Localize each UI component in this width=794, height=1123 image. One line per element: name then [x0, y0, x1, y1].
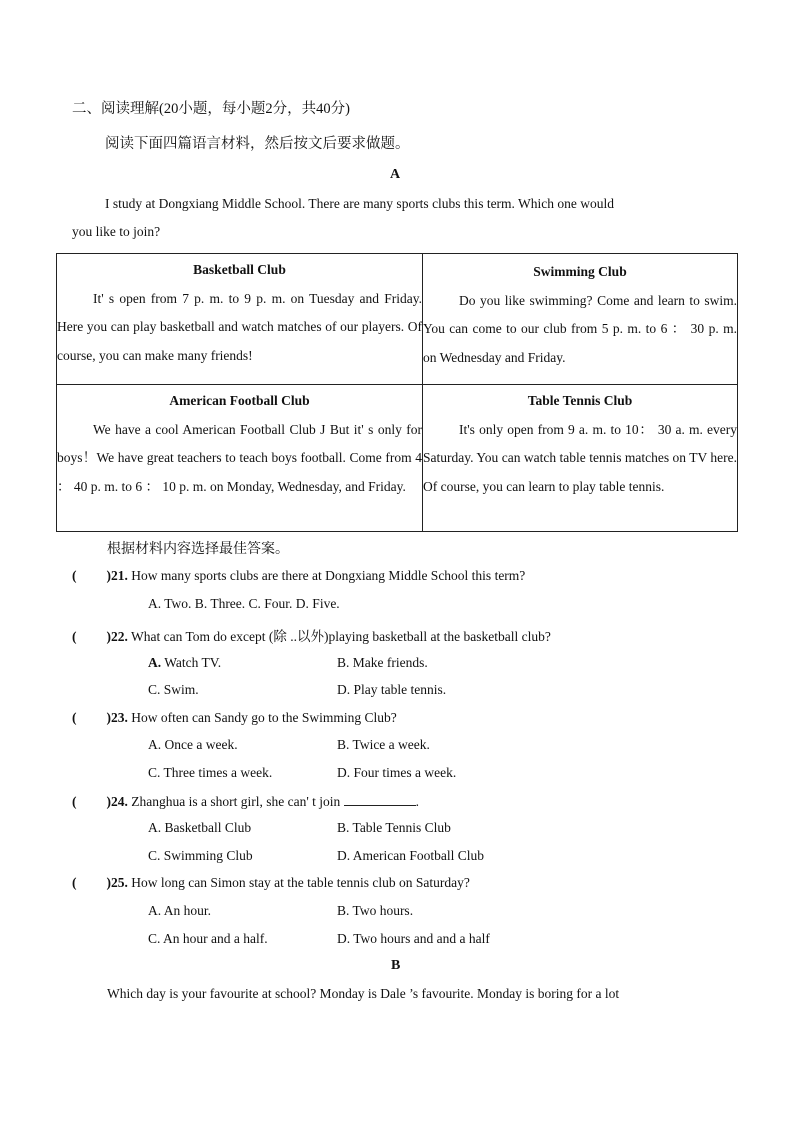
question-23 — [72, 710, 397, 726]
q25-option-a: A. An hour. — [148, 903, 212, 918]
club-cell-table-tennis — [423, 385, 738, 532]
answer-paren-open: ( — [72, 794, 77, 809]
question-text: Zhanghua is a short girl, she can' t join — [131, 794, 341, 809]
answer-paren-close: ) — [106, 710, 111, 725]
passage-b-letter: B — [391, 958, 401, 973]
answer-paren-close: ) — [106, 794, 111, 809]
club-title: Swimming Club — [533, 264, 627, 279]
option-letter: A. — [148, 655, 162, 670]
q21-options: A. Two. B. Three. C. Four. D. Five. — [148, 596, 340, 611]
q23-option-d: D. Four times a week. — [337, 765, 457, 780]
passage-a-task: 根据材料内容选择最佳答案。 — [107, 542, 289, 557]
section-heading: 二、阅读理解(20小题，每小题2分，共40分) — [72, 101, 350, 117]
question-22 — [72, 625, 551, 645]
q23-option-c: C. Three times a week. — [148, 765, 273, 780]
question-text: What can Tom do except (除 ..以外)playing basketball at the basketball club? — [131, 629, 551, 644]
q22-option-a — [148, 655, 221, 671]
q22-option-d: D. Play table tennis. — [337, 682, 447, 697]
club-cell-american-football — [57, 385, 423, 532]
club-body: Do you like swimming? Come and learn to swim. You can come to our club from 5 p. m. to 6 ： 30 p. m. on Wednesday and Friday. — [423, 292, 737, 365]
q24-option-a: A. Basketball Club — [148, 820, 252, 835]
passage-a-intro-line1: I study at Dongxiang Middle School. There are many sports clubs this term. Which one would — [105, 196, 615, 211]
answer-paren-open: ( — [72, 629, 77, 644]
q23-option-b: B. Twice a week. — [337, 737, 430, 752]
q24-option-c: C. Swimming Club — [148, 848, 253, 863]
question-text: How many sports clubs are there at Dongxiang Middle School this term? — [131, 568, 526, 583]
passage-a-letter: A — [390, 167, 401, 182]
answer-blank — [344, 793, 416, 806]
question-25 — [72, 875, 470, 891]
club-cell-basketball — [57, 254, 423, 385]
section-instruction: 阅读下面四篇语言材料，然后按文后要求做题。 — [105, 136, 410, 152]
q23-option-a: A. Once a week. — [148, 737, 238, 752]
club-cell-swimming — [423, 254, 738, 385]
q22-option-c: C. Swim. — [148, 682, 199, 697]
passage-b-line1: Which day is your favourite at school? Monday is Dale ’s favourite. Monday is boring for a lot — [107, 986, 620, 1001]
q24-option-b: B. Table Tennis Club — [337, 820, 451, 835]
question-number: 24. — [111, 794, 128, 809]
q25-option-c: C. An hour and a half. — [148, 931, 268, 946]
option-text: Watch TV. — [164, 655, 222, 670]
passage-a-intro-line2: you like to join? — [72, 224, 161, 239]
question-number: 23. — [111, 710, 128, 725]
answer-paren-close: ) — [106, 568, 111, 583]
answer-paren-close: ) — [106, 629, 111, 644]
question-text: How long can Simon stay at the table tennis club on Saturday? — [131, 875, 470, 890]
answer-paren-close: ) — [106, 875, 111, 890]
question-number: 25. — [111, 875, 128, 890]
question-text: How often can Sandy go to the Swimming Club? — [131, 710, 397, 725]
club-body: It' s open from 7 p. m. to 9 p. m. on Tuesday and Friday. Here you can play basketball and watch matches of our players. Of course, you can make many friends! — [57, 290, 422, 363]
question-number: 21. — [111, 568, 128, 583]
answer-paren-open: ( — [72, 875, 77, 890]
club-title: Table Tennis Club — [527, 393, 633, 408]
q25-option-b: B. Two hours. — [337, 903, 414, 918]
club-title: Basketball Club — [193, 262, 286, 277]
clubs-table — [56, 253, 738, 532]
question-24: ( )24. Zhanghua is a short girl, she can' t join . — [72, 794, 420, 809]
question-21 — [72, 568, 525, 584]
answer-paren-open: ( — [72, 710, 77, 725]
club-title: American Football Club — [169, 393, 310, 408]
club-body: It's only open from 9 a. m. to 10： 30 a. m. every Saturday. You can watch table tennis matches on TV here. Of course, you can learn to play table tennis. — [423, 421, 737, 494]
q24-option-d: D. American Football Club — [337, 848, 484, 863]
q22-option-b: B. Make friends. — [337, 655, 428, 670]
question-number: 22. — [111, 629, 128, 644]
q25-option-d: D. Two hours and and a half — [337, 931, 490, 946]
club-body: We have a cool American Football Club J But it' s only for boys！We have great teachers to teach boys football. Come from 4 ： 40 p. m. to 6 ： 10 p. m. on Monday, Wednesday, and Friday. — [57, 421, 422, 494]
answer-paren-open: ( — [72, 568, 77, 583]
